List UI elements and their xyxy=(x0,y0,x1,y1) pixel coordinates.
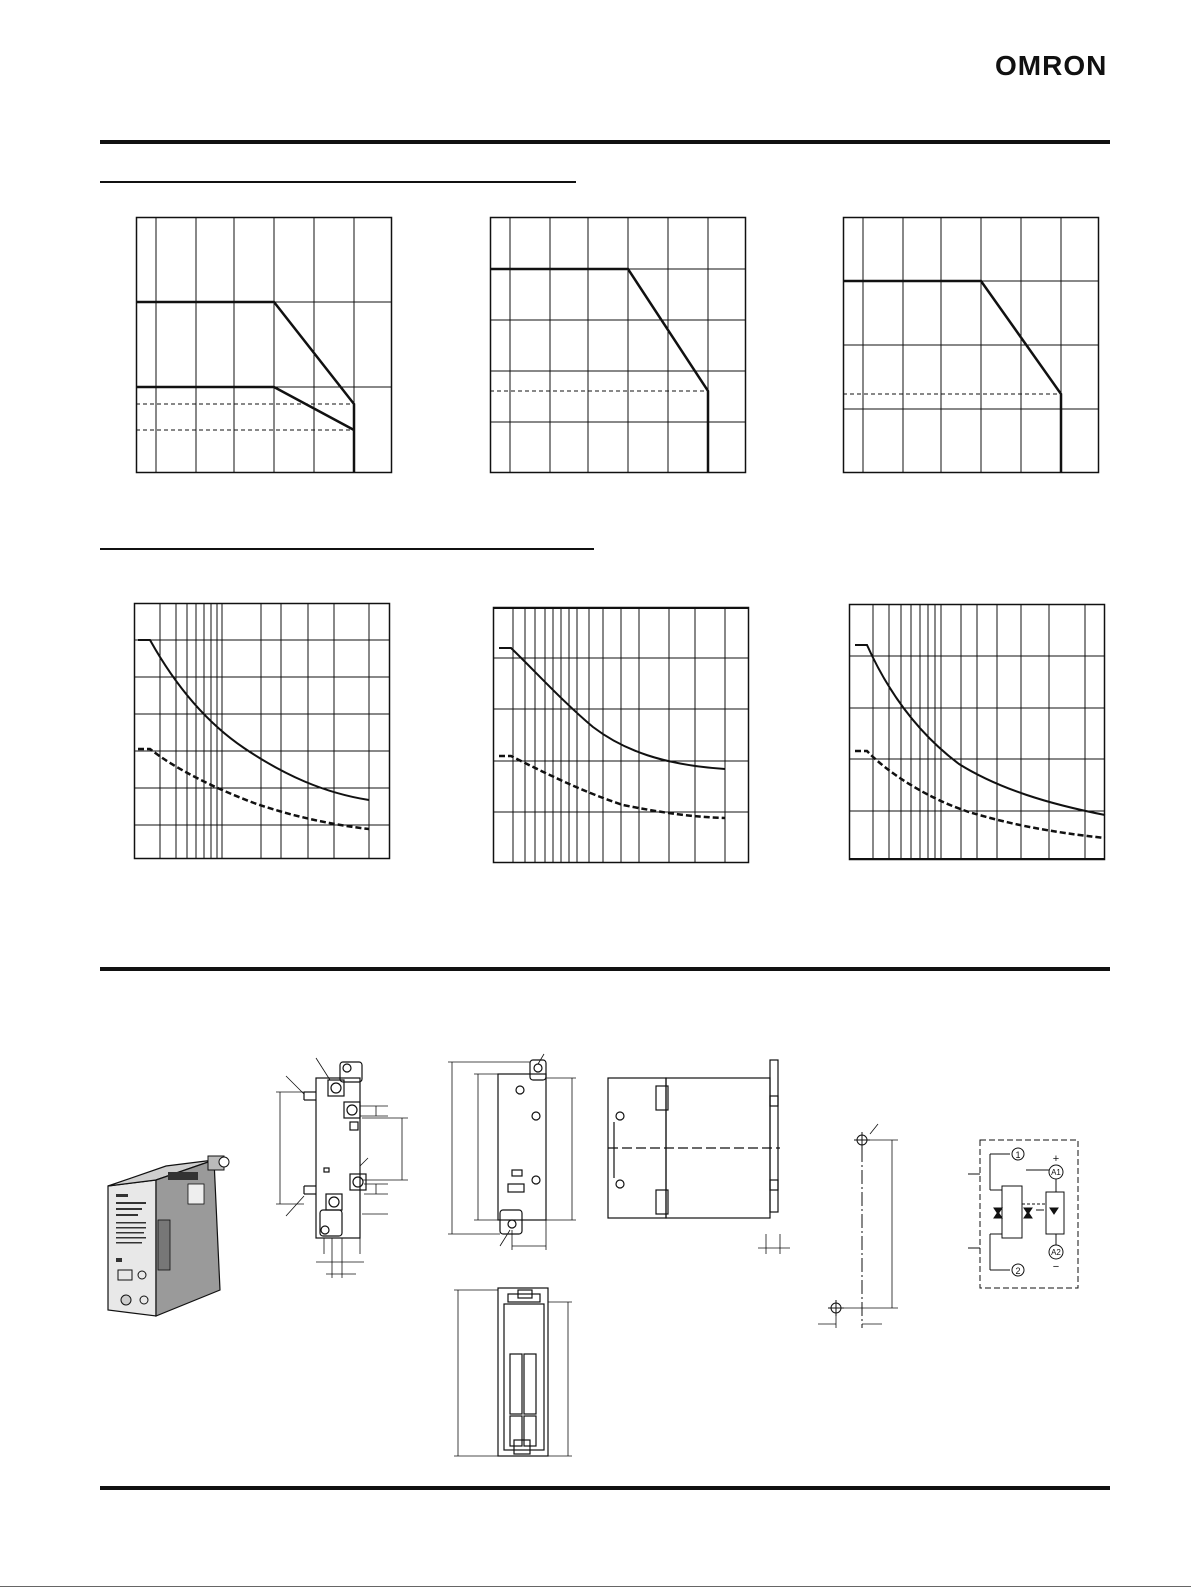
plus-sign: + xyxy=(1052,1153,1060,1165)
terminal-a2-label: A2 xyxy=(1051,1248,1061,1257)
header-rule xyxy=(100,140,1110,144)
derating-graph-3 xyxy=(843,217,1099,473)
derating-graph-1 xyxy=(136,217,392,473)
footer-rule xyxy=(100,1486,1110,1490)
profile-view-drawing xyxy=(600,1056,800,1256)
side-view-drawing xyxy=(444,1054,580,1254)
derating-graph-2 xyxy=(490,217,746,473)
section-surge-rule xyxy=(100,548,594,550)
surge-graph-3 xyxy=(849,604,1105,860)
front-view-drawing xyxy=(268,1058,418,1288)
terminal-2-label: 2 xyxy=(1015,1266,1021,1276)
product-photo xyxy=(108,1150,238,1325)
section-dimensions-rule xyxy=(100,967,1110,971)
surge-graph-2 xyxy=(493,607,749,863)
internal-circuit-diagram xyxy=(960,1138,1090,1298)
section-derating-rule xyxy=(100,181,576,183)
minus-sign: − xyxy=(1052,1261,1060,1273)
mounting-holes-drawing xyxy=(814,1118,904,1334)
surge-graph-1 xyxy=(134,603,390,859)
bottom-view-drawing xyxy=(450,1284,580,1464)
terminal-a1-label: A1 xyxy=(1051,1168,1061,1177)
terminal-1-label: 1 xyxy=(1015,1150,1021,1160)
omron-logo: OMRON xyxy=(995,50,1108,81)
